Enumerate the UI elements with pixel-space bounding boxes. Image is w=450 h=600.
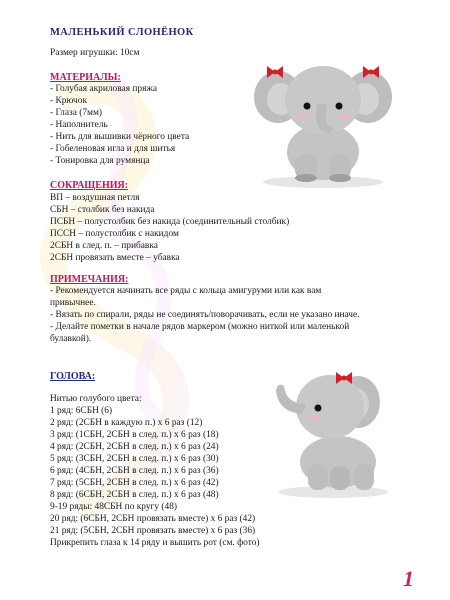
- list-item: ВП – воздушная петля: [50, 193, 140, 203]
- list-item: - Голубая акриловая пряжа: [50, 84, 158, 94]
- abbreviations-heading: СОКРАЩЕНИЯ:: [50, 180, 129, 191]
- pattern-row: 20 ряд: (6СБН, 2СБН провязать вместе) х 6 раз (42): [50, 514, 256, 524]
- list-item: - Делайте пометки в начале рядов маркером (можно ниткой или маленькой: [50, 322, 350, 332]
- head-intro: Нитью голубого цвета:: [50, 394, 142, 404]
- list-item: - Крючок: [50, 96, 88, 106]
- pattern-row: 9-19 ряды: 48СБН по кругу (48): [50, 502, 178, 512]
- pattern-row: 3 ряд: (1СБН, 2СБН в след. п.) х 6 раз (18): [50, 430, 219, 440]
- list-item: 2СБН провязать вместе – убавка: [50, 253, 180, 263]
- list-item: 2СБН в след. п. – прибавка: [50, 241, 158, 251]
- list-item: ПССН – полустолбик с накидом: [50, 229, 179, 239]
- toy-size: Размер игрушки: 10см: [50, 48, 140, 58]
- list-item: булавкой).: [50, 334, 92, 344]
- page-number: 1: [403, 566, 414, 591]
- list-item: - Глаза (7мм): [50, 108, 103, 118]
- pattern-row: 4 ряд: (2СБН, 2СБН в след. п.) х 6 раз (24): [50, 442, 219, 452]
- list-item: - Вязать по спирали, ряды не соединять/поворачивать, если не указано иначе.: [50, 310, 360, 320]
- pattern-row: 6 ряд: (4СБН, 2СБН в след. п.) х 6 раз (36): [50, 466, 219, 476]
- materials-heading: МАТЕРИАЛЫ:: [50, 72, 121, 83]
- list-item: - Рекомендуется начинать все ряды с кольца амигуруми или как вам: [50, 286, 322, 296]
- list-item: привычнее.: [50, 298, 96, 308]
- list-item: - Наполнитель: [50, 120, 108, 130]
- pattern-row: 2 ряд: (2СБН в каждую п.) х 6 раз (12): [50, 418, 203, 428]
- list-item: СБН – столбик без накида: [50, 205, 155, 215]
- pattern-row: Прикрепить глаза к 14 ряду и вышить рот (см. фото): [50, 538, 260, 548]
- head-heading: ГОЛОВА:: [50, 371, 96, 382]
- page-title: МАЛЕНЬКИЙ СЛОНЁНОК: [50, 27, 194, 38]
- elephant-photo-side: [258, 352, 403, 502]
- pattern-row: 1 ряд: 6СБН (6): [50, 406, 113, 416]
- pattern-row: 5 ряд: (3СБН, 2СБН в след. п.) х 6 раз (30): [50, 454, 219, 464]
- pattern-row: 7 ряд: (5СБН, 2СБН в след. п.) х 6 раз (42): [50, 478, 219, 488]
- elephant-photo-front: [243, 42, 403, 192]
- list-item: - Гобеленовая игла и для шитья: [50, 144, 176, 154]
- list-item: - Тонировка для румянца: [50, 156, 150, 166]
- list-item: ПСБН – полустолбик без накида (соединительный столбик): [50, 217, 290, 227]
- pattern-row: 21 ряд: (5СБН, 2СБН провязать вместе) х 6 раз (36): [50, 526, 256, 536]
- notes-heading: ПРИМЕЧАНИЯ:: [50, 274, 129, 285]
- pattern-row: 8 ряд: (6СБН, 2СБН в след. п.) х 6 раз (48): [50, 490, 219, 500]
- list-item: - Нить для вышивки чёрного цвета: [50, 132, 190, 142]
